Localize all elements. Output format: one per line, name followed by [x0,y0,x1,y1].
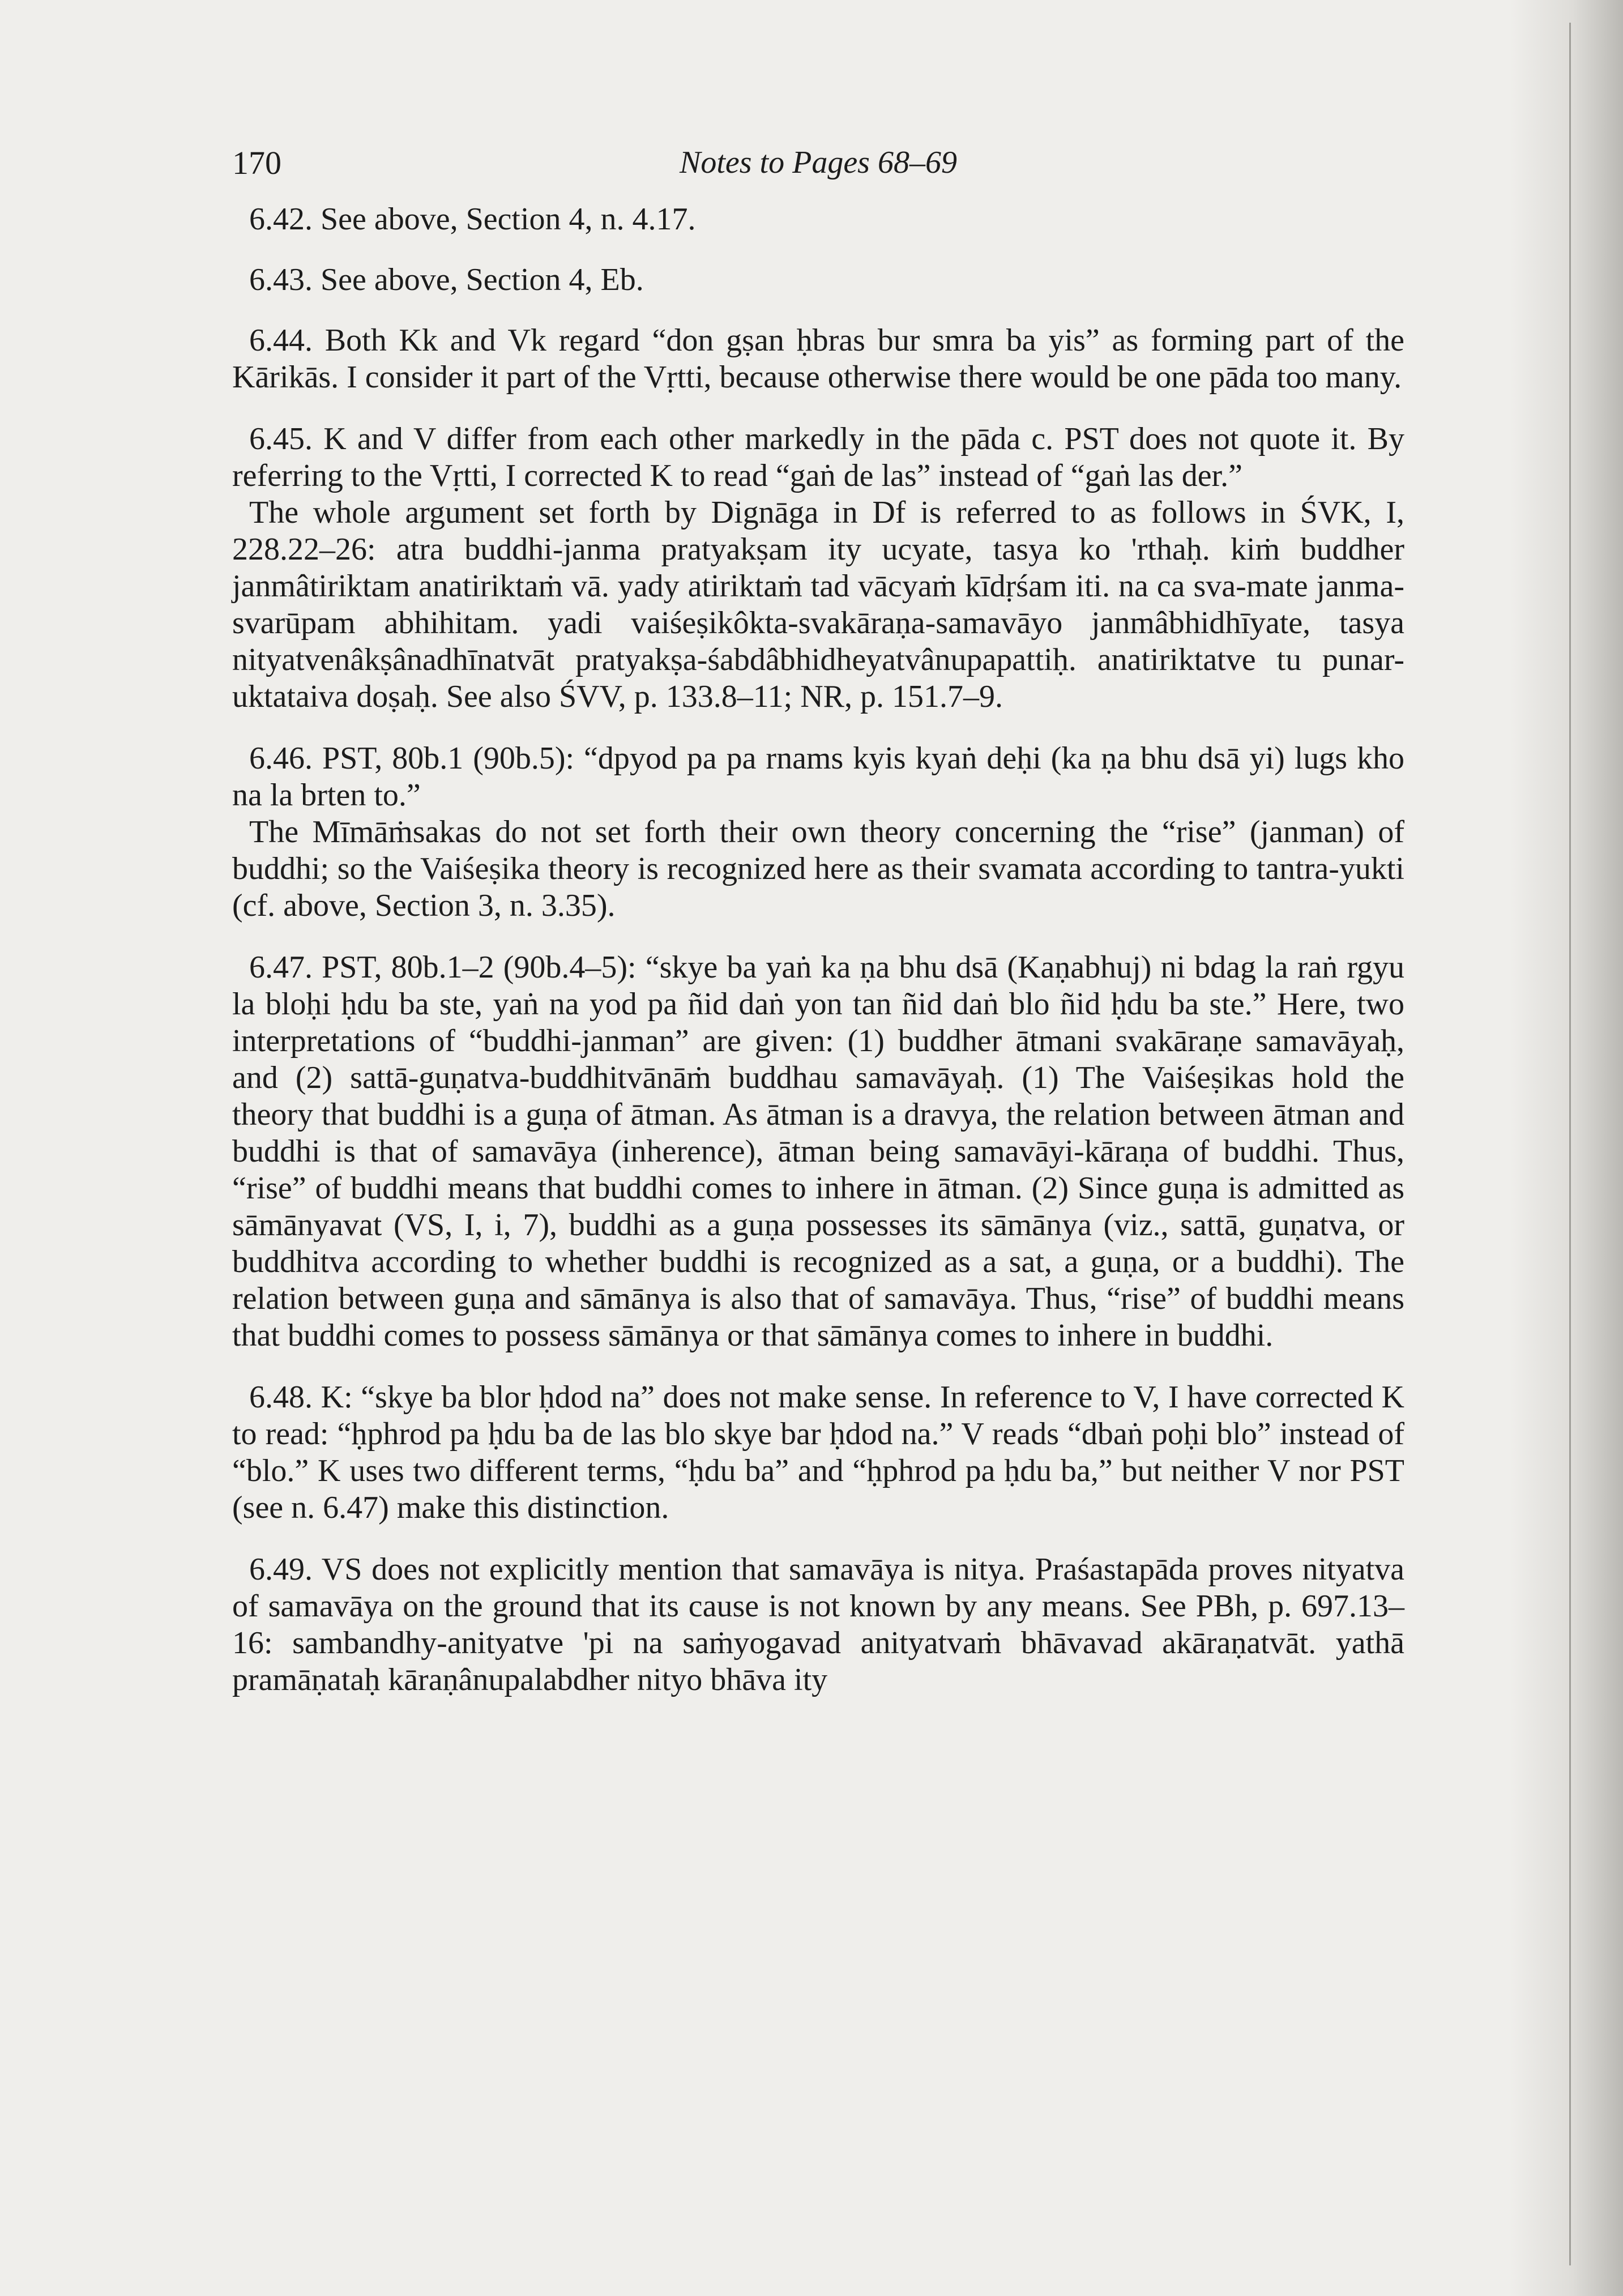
note-6-48 [232,1379,1404,1526]
note-6-42 [232,201,1404,238]
note-paragraph: 6.43. See above, Section 4, Eb. [249,262,644,297]
note-6-43 [232,262,1404,298]
note-paragraph: 6.44. Both Kk and Vk regard “don gṣan ḥbras bur smra ba yis” as forming part of the Kārikās. I consider it part of the Vṛtti, because otherwise there would be one pāda too many. [232,323,1404,395]
note-paragraph: 6.48. K: “skye ba blor ḥdod na” does not make sense. In reference to V, I have corrected K to read: “ḥphrod pa ḥdu ba de las blo skye bar ḥdod na.” V reads “dbaṅ poḥi blo” instead of “blo.” K uses two different terms, “ḥdu ba” and “ḥphrod pa ḥdu ba,” but neither V nor PST (see n. 6.47) make this distinction. [232,1380,1404,1525]
note-6-45 [232,421,1404,715]
note-6-47 [232,949,1404,1354]
note-6-46 [232,740,1404,924]
note-paragraph-continued: The Mīmāṁsakas do not set forth their own theory concerning the “rise” (janman) of buddhi; so the Vaiśeṣika theory is recognized here as their svamata according to tantra-yukti (cf. above, Section 3, n. 3.35). [232,814,1404,923]
running-head: Notes to Pages 68–69 [680,145,957,180]
note-paragraph-continued: The whole argument set forth by Dignāga in Df is referred to as follows in ŚVK, I, 228.22–26: atra buddhi-janma pratyakṣam ity ucyate, tasya ko 'rthaḥ. kiṁ buddher janmâtiriktam anatiriktaṁ vā. yady atiriktaṁ tad vācyaṁ kīdṛśam iti. na ca sva-mate janma-svarūpam abhihitam. yadi vaiśeṣikôkta-svakāraṇa-samavāyo janmâbhidhīyate, tasya nityatvenâkṣânadhīnatvāt pratyakṣa-śabdâbhidheyatvânupapattiḥ. anatiriktatve tu punar-uktataiva doṣaḥ. See also ŚVV, p. 133.8–11; NR, p. 151.7–9. [232,495,1404,714]
book-page [232,144,1404,2161]
page-number: 170 [232,144,281,181]
note-6-49 [232,1551,1404,1698]
notes-list [232,201,1404,1698]
note-paragraph: 6.49. VS does not explicitly mention that samavāya is nitya. Praśastapāda proves nityatva of samavāya on the ground that its cause is not known by any means. See PBh, p. 697.13–16: sambandhy-anityatve 'pi na saṁyogavad anityatvaṁ bhāvavad akāraṇatvāt. yathā pramāṇataḥ kāraṇânupalabdher nityo bhāva ity [232,1552,1404,1697]
note-paragraph: 6.46. PST, 80b.1 (90b.5): “dpyod pa pa rnams kyis kyaṅ deḥi (ka ṇa bhu dsā yi) lugs kho na la brten to.” [232,741,1404,813]
note-paragraph: 6.47. PST, 80b.1–2 (90b.4–5): “skye ba yaṅ ka ṇa bhu dsā (Kaṇabhuj) ni bdag la raṅ rgyu la bloḥi ḥdu ba ste, yaṅ na yod pa ñid daṅ yon tan ñid daṅ blo ñid ḥdu ba ste.” Here, two interpretations of “buddhi-janman” are given: (1) buddher ātmani svakāraṇe samavāyaḥ, and (2) sattā-guṇatva-buddhitvānāṁ buddhau samavāyaḥ. (1) The Vaiśeṣikas hold the theory that buddhi is a guṇa of ātman. As ātman is a dravya, the relation between ātman and buddhi is that of samavāya (inherence), ātman being samavāyi-kāraṇa of buddhi. Thus, “rise” of buddhi means that buddhi comes to inhere in ātman. (2) Since guṇa is admitted as sāmānyavat (VS, I, i, 7), buddhi as a guṇa possesses its sāmānya (viz., sattā, guṇatva, or buddhitva according to whether buddhi is recognized as a sat, a guṇa, or a buddhi). The relation between guṇa and sāmānya is also that of samavāya. Thus, “rise” of buddhi means that buddhi comes to possess sāmānya or that sāmānya comes to inhere in buddhi. [232,950,1404,1353]
binding-edge [1569,23,1571,2265]
note-6-44 [232,322,1404,396]
page-edge-shadow [1510,0,1623,2296]
page-header [232,144,1404,195]
note-paragraph: 6.42. See above, Section 4, n. 4.17. [249,202,696,237]
note-paragraph: 6.45. K and V differ from each other markedly in the pāda c. PST does not quote it. By referring to the Vṛtti, I corrected K to read “gaṅ de las” instead of “gaṅ las der.” [232,421,1404,493]
